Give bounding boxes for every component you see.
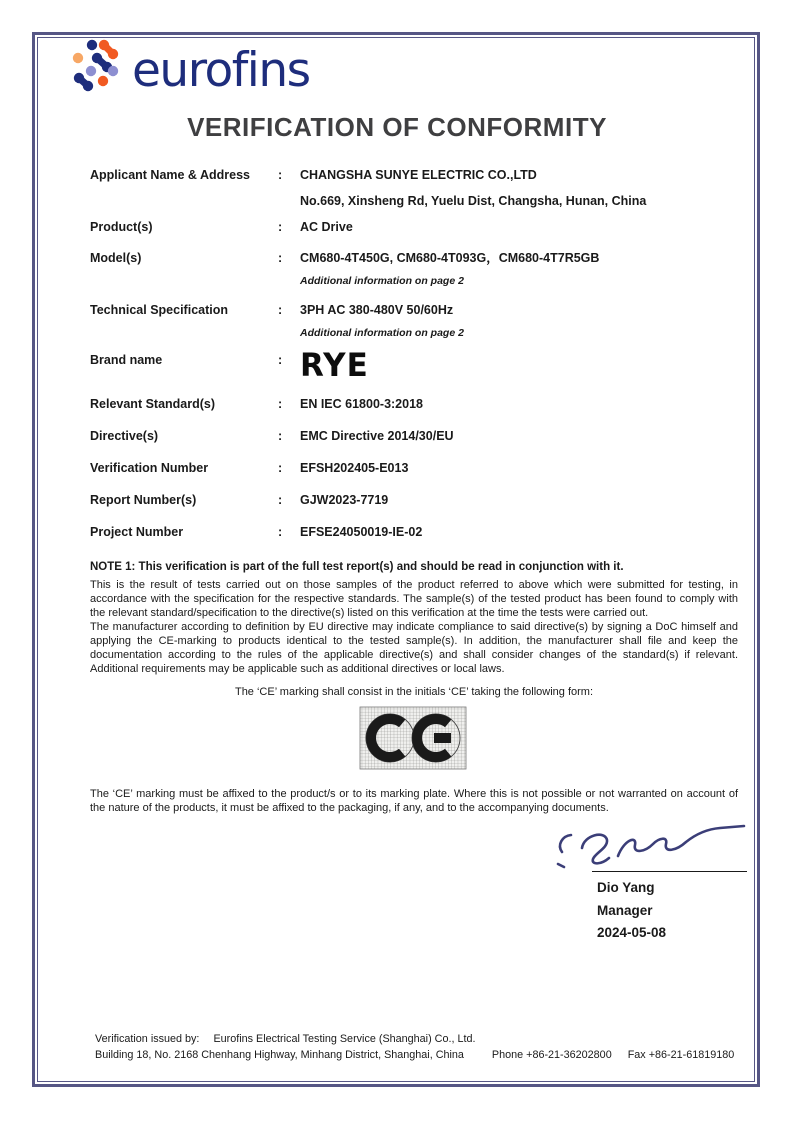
eurofins-flower-icon bbox=[60, 36, 120, 98]
field-label: Applicant Name & Address bbox=[90, 168, 250, 182]
issuer-footer bbox=[95, 1031, 743, 1063]
field-colon: : bbox=[278, 493, 283, 507]
eurofins-wordmark: eurofins bbox=[132, 42, 310, 98]
field-additional-note: Additional information on page 2 bbox=[300, 275, 464, 287]
field-row-brand-name bbox=[90, 347, 738, 383]
eurofins-logo bbox=[60, 36, 310, 98]
field-row-directive bbox=[90, 423, 738, 449]
footer-issuer-line bbox=[95, 1031, 743, 1047]
page-title: VERIFICATION OF CONFORMITY bbox=[187, 112, 607, 142]
field-row-models bbox=[90, 245, 738, 291]
rye-brand-logo: RYE bbox=[300, 347, 369, 385]
issuer-fax: Fax +86-21-61819180 bbox=[627, 1049, 735, 1061]
field-colon: : bbox=[278, 525, 283, 539]
field-label: Model(s) bbox=[90, 251, 142, 265]
field-value: CHANGSHA SUNYE ELECTRIC CO.,LTD bbox=[300, 168, 537, 182]
field-value: EFSH202405-E013 bbox=[300, 461, 409, 475]
signatory-block bbox=[597, 877, 666, 945]
field-row-product bbox=[90, 214, 738, 240]
field-row-technical-spec bbox=[90, 297, 738, 343]
field-value: EFSE24050019-IE-02 bbox=[300, 525, 423, 539]
legal-text-section bbox=[90, 560, 738, 826]
field-row-report-number bbox=[90, 487, 738, 513]
field-value: GJW2023-7719 bbox=[300, 493, 389, 507]
field-label: Brand name bbox=[90, 353, 163, 367]
field-colon: : bbox=[278, 220, 283, 234]
field-value-line2: No.669, Xinsheng Rd, Yuelu Dist, Changsha, Hunan, China bbox=[300, 194, 647, 208]
field-label: Verification Number bbox=[90, 461, 209, 475]
signatory-name: Dio Yang bbox=[597, 880, 655, 895]
ce-mark bbox=[359, 706, 469, 770]
field-label: Product(s) bbox=[90, 220, 153, 234]
field-label: Relevant Standard(s) bbox=[90, 397, 216, 411]
field-value: 3PH AC 380-480V 50/60Hz bbox=[300, 303, 454, 317]
field-colon: : bbox=[278, 251, 283, 265]
signatory-title: Manager bbox=[597, 902, 653, 918]
field-row-applicant bbox=[90, 162, 738, 214]
signature-date: 2024-05-08 bbox=[597, 925, 667, 940]
field-value: EMC Directive 2014/30/EU bbox=[300, 429, 454, 443]
field-value: CM680-4T450G, CM680-4T093G，CM680-4T7R5GB bbox=[300, 251, 600, 265]
issuer-phone: Phone +86-21-36202800 bbox=[491, 1049, 612, 1061]
issuer-address: Building 18, No. 2168 Chenhang Highway, Minhang District, Shanghai, China bbox=[95, 1049, 464, 1061]
field-value: AC Drive bbox=[300, 220, 353, 234]
field-colon: : bbox=[278, 461, 283, 475]
issuer-name: Eurofins Electrical Testing Service (Shanghai) Co., Ltd. bbox=[213, 1033, 476, 1045]
field-row-verification-number bbox=[90, 455, 738, 481]
field-label: Report Number(s) bbox=[90, 493, 197, 507]
ce-marking-intro: The ‘CE’ marking shall consist in the initials ‘CE’ taking the following form: bbox=[234, 686, 594, 698]
footer-contact-line bbox=[95, 1047, 743, 1063]
field-row-project-number bbox=[90, 519, 738, 545]
paragraph-manufacturer: The manufacturer according to definition by EU directive may indicate compliance to said directive(s) by signing a DoC himself and applying the CE-marking to products identical to the tested sample(s). In addition, the manufacturer shall file and keep the documentation according to the rules of the applicable directive(s) and shall consider changes of the standard(s) if relevant. Additional requirements may be applicable such as additional directives or local laws. bbox=[90, 621, 738, 675]
field-label: Project Number bbox=[90, 525, 184, 539]
field-row-relevant-standard bbox=[90, 391, 738, 417]
signature-line bbox=[592, 871, 747, 872]
field-colon: : bbox=[278, 397, 283, 411]
note1-heading: NOTE 1: This verification is part of the full test report(s) and should be read in conjunction with it. bbox=[90, 561, 624, 573]
ce-mark-container bbox=[90, 706, 738, 770]
field-colon: : bbox=[278, 429, 283, 443]
paragraph-ce-affix: The ‘CE’ marking must be affixed to the product/s or to its marking plate. Where this is not possible or not warranted on account of the nature of the products, it must be affixed to the packaging, if any, and to the accompanying documents. bbox=[90, 788, 738, 814]
field-value: EN IEC 61800-3:2018 bbox=[300, 397, 423, 411]
issued-by-label: Verification issued by: bbox=[95, 1033, 200, 1045]
field-label: Directive(s) bbox=[90, 429, 159, 443]
certificate-fields bbox=[90, 162, 738, 545]
field-colon: : bbox=[278, 353, 283, 367]
field-label: Technical Specification bbox=[90, 303, 229, 317]
field-additional-note: Additional information on page 2 bbox=[300, 327, 464, 339]
paragraph-test-result: This is the result of tests carried out on those samples of the product referred to above which were submitted for testing, in accordance with the specification for the respective standards. The sample(s) of the tested product has been found to comply with the relevant standard/specification to the directive(s) listed on this verification at the time the tests were carried out. bbox=[90, 579, 738, 619]
field-colon: : bbox=[278, 168, 283, 182]
field-colon: : bbox=[278, 303, 283, 317]
